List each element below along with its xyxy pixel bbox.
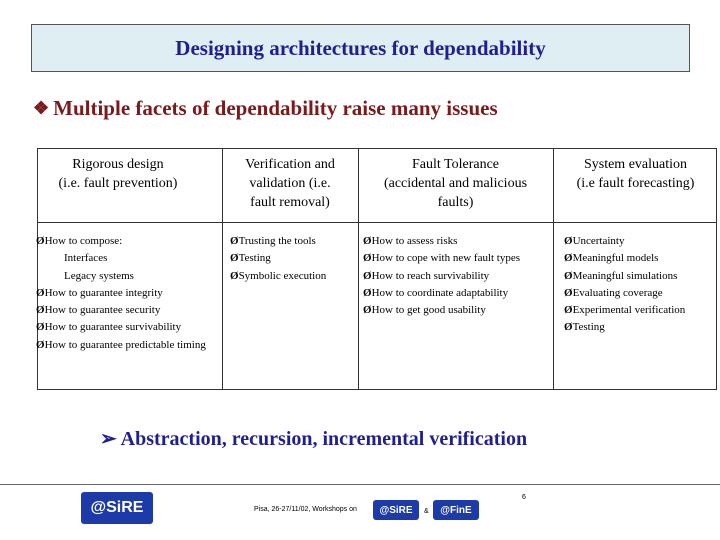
- efine-logo-icon: @FinE: [433, 500, 479, 520]
- list-item: ØEvaluating coverage: [564, 286, 663, 299]
- arrow-bullet-icon: Ø: [36, 286, 45, 299]
- arrow-bullet-icon: Ø: [564, 252, 573, 265]
- footer-text: Pisa, 26-27/11/02, Workshops on: [254, 506, 357, 513]
- column-items: [230, 233, 326, 285]
- title-box: [31, 24, 690, 72]
- page-number: 6: [522, 494, 526, 501]
- list-item: ØHow to reach survivability: [363, 269, 490, 282]
- arrow-bullet-icon: Ø: [36, 321, 45, 334]
- column-items: [36, 233, 206, 354]
- column-fault-tolerance: [358, 149, 553, 389]
- column-system-evaluation: [553, 149, 718, 389]
- column-verification: [222, 149, 358, 389]
- list-item: ØHow to guarantee security: [36, 304, 161, 317]
- subtitle: [33, 96, 498, 121]
- arrow-bullet-icon: Ø: [36, 304, 45, 317]
- list-item: ØHow to guarantee survivability: [36, 321, 182, 334]
- list-item: ØSymbolic execution: [230, 269, 327, 282]
- list-item: ØHow to guarantee integrity: [36, 286, 163, 299]
- arrow-bullet-icon: Ø: [564, 286, 573, 299]
- arrow-bullet-icon: Ø: [230, 269, 239, 282]
- arrow-bullet-icon: Ø: [36, 338, 45, 351]
- list-item: ØMeaningful models: [564, 252, 659, 265]
- column-items: [564, 233, 685, 337]
- list-item: Legacy systems: [64, 269, 134, 282]
- list-item: ØHow to guarantee predictable timing: [36, 338, 206, 351]
- column-rigorous-design: [38, 149, 222, 389]
- slide-title: Designing architectures for dependability: [175, 35, 546, 60]
- list-item: ØHow to compose:: [36, 235, 123, 247]
- arrow-bullet-icon: Ø: [363, 286, 372, 299]
- arrow-bullet-icon: ➢: [100, 428, 121, 450]
- arrow-bullet-icon: Ø: [564, 235, 573, 247]
- list-item: ØHow to get good usability: [363, 304, 486, 317]
- list-item: ØUncertainty: [564, 235, 625, 247]
- arrow-bullet-icon: Ø: [363, 252, 372, 265]
- esire-small-logo-icon: @SiRE: [373, 500, 419, 520]
- footer-rule: [0, 484, 720, 485]
- footer-ampersand: &: [424, 508, 429, 515]
- list-item: ØMeaningful simulations: [564, 269, 678, 282]
- diamond-bullet-icon: ❖: [33, 98, 50, 118]
- list-item: ØTrusting the tools: [230, 235, 316, 247]
- arrow-bullet-icon: Ø: [564, 304, 573, 317]
- arrow-bullet-icon: Ø: [230, 252, 239, 265]
- subtitle-text: Multiple facets of dependability raise many issues: [53, 96, 498, 120]
- list-item: ØHow to assess risks: [363, 235, 458, 247]
- column-heading: Verification and validation (i.e. fault removal): [245, 157, 335, 210]
- arrow-bullet-icon: Ø: [230, 235, 239, 247]
- bottom-statement: ➢ Abstraction, recursion, incremental verification: [100, 428, 528, 450]
- list-item: ØExperimental verification: [564, 304, 686, 317]
- list-item: ØHow to cope with new fault types: [363, 252, 521, 265]
- arrow-bullet-icon: Ø: [363, 235, 372, 247]
- arrow-bullet-icon: Ø: [564, 269, 573, 282]
- list-item: ØHow to coordinate adaptability: [363, 286, 509, 299]
- arrow-bullet-icon: Ø: [564, 321, 573, 334]
- arrow-bullet-icon: Ø: [36, 235, 45, 247]
- list-item: ØTesting: [230, 252, 271, 265]
- arrow-bullet-icon: Ø: [363, 269, 372, 282]
- column-heading: System evaluation (i.e fault forecasting): [576, 157, 695, 191]
- arrow-bullet-icon: Ø: [363, 304, 372, 317]
- column-heading: Rigorous design (i.e. fault prevention): [58, 157, 178, 191]
- column-items: [363, 233, 520, 319]
- list-item: ØTesting: [564, 321, 605, 334]
- facets-table: [37, 148, 717, 390]
- column-heading: Fault Tolerance (accidental and malicious faults): [383, 157, 528, 210]
- esire-logo-icon: @SiRE: [81, 492, 153, 524]
- list-item: Interfaces: [64, 252, 108, 265]
